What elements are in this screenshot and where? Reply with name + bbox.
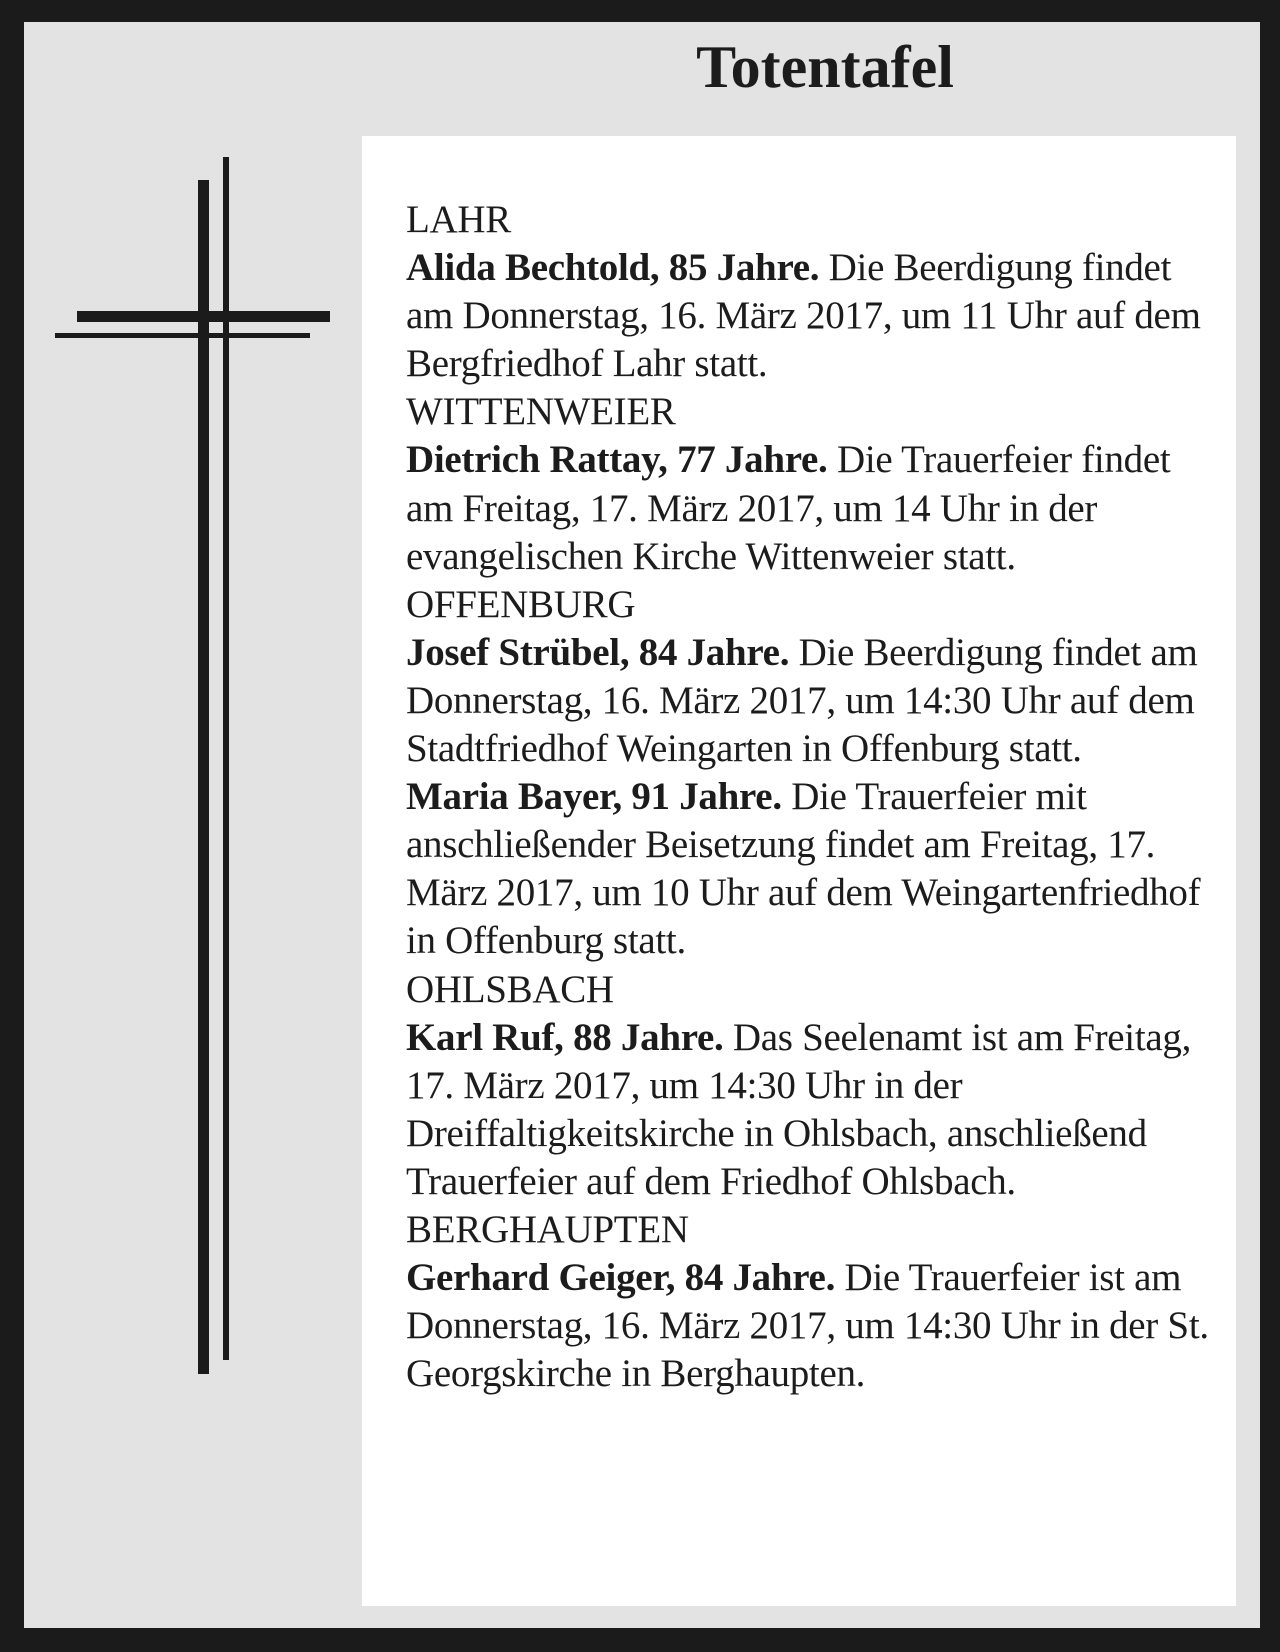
place-heading: OHLSBACH	[406, 967, 614, 1011]
entry-text: Die Beerdigung findet am Donnerstag, 16. März 2017, um 14:30 Uhr auf dem Stadtfriedhof Weingarten in Offenburg statt.	[406, 630, 1198, 771]
obituary-entry	[406, 966, 1226, 1206]
entry-text: Die Beerdigung findet am Donnerstag, 16. März 2017, um 11 Uhr auf dem Bergfriedhof Lahr statt.	[406, 246, 1201, 386]
entry-text: Die Trauerfeier findet am Freitag, 17. März 2017, um 14 Uhr in der evangelischen Kirche Wittenweier statt.	[406, 438, 1171, 578]
place-heading: WITTENWEIER	[406, 390, 676, 434]
deceased-name: Maria Bayer, 91 Jahre.	[406, 775, 782, 819]
entry-text: Die Trauerfeier mit anschließender Beisetzung findet am Freitag, 17. März 2017, um 10 Uhr auf dem Weingartenfriedhof in Offenburg statt.	[406, 775, 1201, 963]
deceased-name: Dietrich Rattay, 77 Jahre.	[406, 438, 828, 482]
obituary-entry	[406, 388, 1226, 580]
entry-text: Die Trauerfeier ist am Donnerstag, 16. März 2017, um 14:30 Uhr in der St. Georgskirche in Berghaupten.	[406, 1256, 1209, 1396]
place-heading: BERGHAUPTEN	[406, 1207, 689, 1251]
obituary-list	[406, 196, 1226, 1398]
deceased-name: Karl Ruf, 88 Jahre.	[406, 1015, 724, 1059]
obituary-entry	[406, 1206, 1226, 1398]
obituary-entry	[406, 196, 1226, 388]
deceased-name: Alida Bechtold, 85 Jahre.	[406, 246, 820, 290]
deceased-name: Josef Strübel, 84 Jahre.	[406, 630, 790, 674]
place-heading: OFFENBURG	[406, 582, 636, 626]
obituary-entry	[406, 581, 1226, 773]
deceased-name: Gerhard Geiger, 84 Jahre.	[406, 1256, 836, 1300]
place-heading: LAHR	[406, 198, 511, 241]
obituary-entry	[406, 773, 1226, 965]
entry-text: Das Seelenamt ist am Freitag, 17. März 2017, um 14:30 Uhr in der Dreiffaltigkeitskirche in Ohlsbach, anschließend Trauerfeier auf dem Friedhof Ohlsbach.	[406, 1015, 1192, 1203]
page-title: Totentafel	[696, 34, 954, 100]
